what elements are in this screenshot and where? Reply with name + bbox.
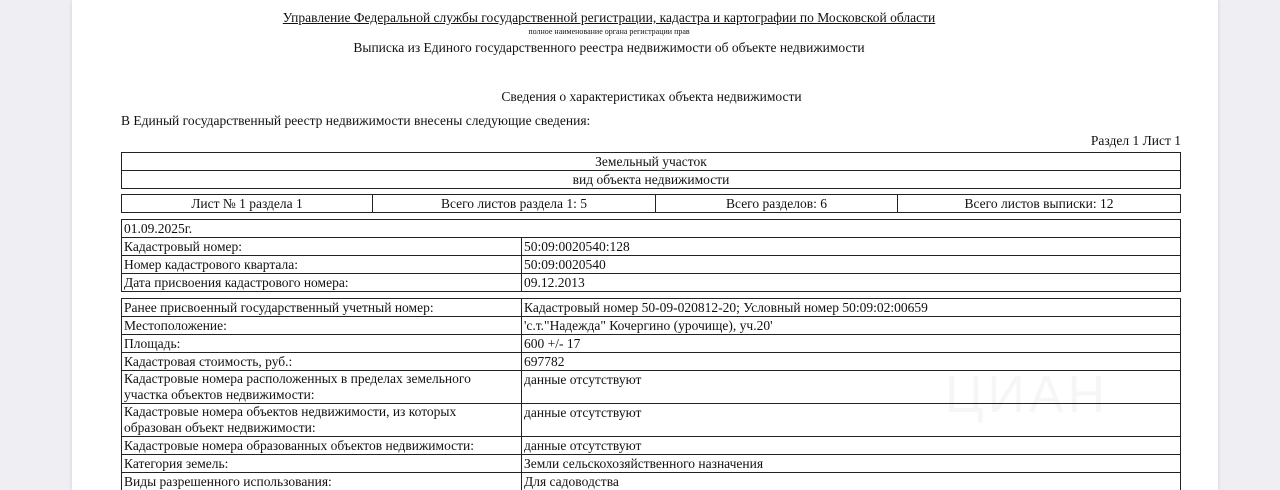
row-value: данные отсутствуют (524, 405, 642, 420)
table-row (122, 255, 1180, 273)
sections-total: Всего разделов: 6 (656, 195, 898, 212)
row-value: 600 +/- 17 (524, 336, 581, 351)
table-row (122, 316, 1180, 334)
row-value: Для садоводства (524, 474, 619, 489)
section-title: Сведения о характеристиках объекта недвижимости (501, 89, 802, 104)
table-row (122, 370, 1180, 403)
object-type: Земельный участок (595, 154, 707, 169)
sheet-reference: Раздел 1 Лист 1 (1090, 133, 1181, 148)
row-label: Кадастровые номера образованных объектов недвижимости: (122, 437, 522, 454)
table-row (122, 237, 1180, 255)
document-title: Выписка из Единого государственного реестра недвижимости об объекте недвижимости (353, 40, 865, 55)
row-value: 09.12.2013 (524, 275, 585, 290)
authority-name: Управление Федеральной службы государственной регистрации, кадастра и картографии по Московской области (282, 10, 936, 25)
intro-text: В Единый государственный реестр недвижимости внесены следующие сведения: (121, 113, 591, 128)
row-value: данные отсутствуют (524, 438, 642, 453)
extract-sheets-total: Всего листов выписки: 12 (964, 196, 1114, 211)
row-label: Кадастровая стоимость, руб.: (122, 353, 522, 370)
row-value: 50:09:0020540 (524, 257, 606, 272)
row-label: Местоположение: (122, 317, 522, 334)
row-label: Кадастровые номера объектов недвижимости, из которых образован объект недвижимости: (122, 404, 522, 436)
object-type-table (121, 152, 1181, 189)
cadastral-table (121, 219, 1181, 292)
row-value: 'с.т."Надежда" Кочергино (урочище), уч.20' (524, 318, 773, 333)
table-row (122, 334, 1180, 352)
table-row (122, 403, 1180, 436)
sheet-number: Лист № 1 раздела 1 (122, 195, 373, 212)
row-value: Земли сельскохозяйственного назначения (524, 456, 764, 471)
row-label: Дата присвоения кадастрового номера: (122, 274, 522, 291)
sheets-table (121, 194, 1181, 213)
characteristics-table (121, 298, 1181, 490)
row-value: 50:09:0020540:128 (524, 239, 630, 254)
authority-caption: полное наименование органа регистрации прав (528, 27, 690, 36)
row-label: Площадь: (122, 335, 522, 352)
object-type-caption: вид объекта недвижимости (572, 172, 730, 187)
table-row (122, 273, 1180, 291)
row-label: Виды разрешенного использования: (122, 473, 522, 490)
table-row (122, 436, 1180, 454)
row-label: Категория земель: (122, 455, 522, 472)
section-sheets-total: Всего листов раздела 1: 5 (373, 195, 656, 212)
table-row (122, 299, 1180, 316)
extract-date: 01.09.2025г. (124, 221, 193, 236)
table-row (122, 454, 1180, 472)
row-value: 697782 (524, 354, 565, 369)
table-row (122, 352, 1180, 370)
row-label: Кадастровые номера расположенных в пределах земельного участка объектов недвижимости: (122, 371, 522, 403)
row-value: Кадастровый номер 50-09-020812-20; Условный номер 50:09:02:00659 (524, 300, 928, 315)
row-label: Кадастровый номер: (122, 238, 522, 255)
row-value: данные отсутствуют (524, 372, 642, 387)
table-row (122, 472, 1180, 490)
row-label: Ранее присвоенный государственный учетный номер: (122, 299, 522, 316)
row-label: Номер кадастрового квартала: (122, 256, 522, 273)
